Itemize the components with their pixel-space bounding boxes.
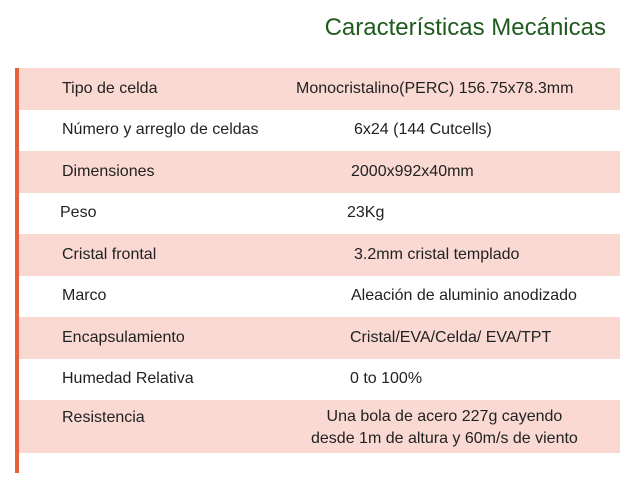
specs-table: [19, 68, 620, 453]
row-value: Cristal/EVA/Celda/ EVA/TPT: [350, 328, 552, 346]
table-row-humedad-relativa: [19, 359, 620, 401]
row-label: Encapsulamiento: [62, 328, 185, 346]
table-row-tipo-de-celda: [19, 68, 620, 110]
table-row-dimensiones: [19, 151, 620, 193]
table-row-resistencia: [19, 400, 620, 453]
row-label: Resistencia: [62, 409, 145, 426]
row-value: 23Kg: [347, 204, 385, 222]
row-label: Humedad Relativa: [62, 370, 194, 388]
table-row-marco: [19, 276, 620, 318]
row-value: 3.2mm cristal templado: [354, 245, 520, 263]
page-title: Características Mecánicas: [324, 14, 606, 41]
table-row-encapsulamiento: [19, 317, 620, 359]
row-label: Número y arreglo de celdas: [62, 121, 259, 139]
row-label: Peso: [60, 204, 97, 222]
row-value: Una bola de acero 227g cayendo desde 1m de altura y 60m/s de viento: [311, 408, 578, 447]
table-row-peso: [19, 193, 620, 235]
row-label: Tipo de celda: [62, 79, 158, 97]
row-label: Marco: [62, 287, 107, 305]
row-label: Cristal frontal: [62, 245, 157, 263]
row-label: Dimensiones: [62, 162, 155, 180]
row-value: 6x24 (144 Cutcells): [354, 121, 492, 139]
row-value: 0 to 100%: [350, 370, 423, 388]
row-value: Monocristalino(PERC) 156.75x78.3mm: [296, 79, 574, 97]
table-row-cristal-frontal: [19, 234, 620, 276]
table-row-numero-arreglo: [19, 110, 620, 152]
row-value: 2000x992x40mm: [351, 162, 474, 180]
row-value: Aleación de aluminio anodizado: [351, 287, 577, 305]
